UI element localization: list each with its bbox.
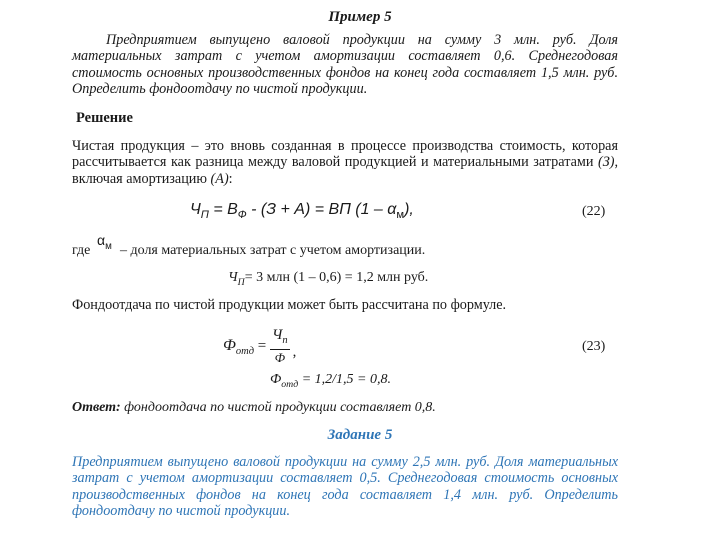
alpha-symbol: $\alpha_м$ [97, 232, 112, 252]
example-text: Предприятием выпущено валовой продукции на сумму 3 млн. руб. Доля материальных затрат с учетом амортизации составляет 0,6. Среднегодовая стоимость основных производственных фондов на конец года составляет 1,5 млн. руб. Определить фондоотдачу по чистой продукции. [72, 32, 618, 98]
where-text: – доля материальных затрат с учетом амортизации. [120, 243, 426, 258]
calc-cp: $Ч_П= 3$ млн (1 – 0,6) = 1,2 млн руб. [228, 270, 429, 288]
answer-text: фондоотдача по чистой продукции составляет 0,8. [120, 400, 436, 415]
task-title: Задание 5 [327, 427, 393, 443]
symbol-z: (З) [597, 154, 615, 171]
formula-23: $Ф_{отд}$ = $\frac{Ч_п}{Ф}$ , [223, 327, 297, 365]
solution-heading: Решение [76, 110, 133, 126]
fo-text: Фондоотдача по чистой продукции может быть рассчитана по формуле. [72, 297, 507, 313]
solution-text-part1: Чистая продукция – это вновь созданная в процессе производства стоимость, которая рассчитывается как разница между валовой продукцией и материальными затратами [72, 138, 618, 171]
formula-23-number: (23) [582, 339, 606, 354]
answer [72, 400, 436, 416]
task-text: Предприятием выпущено валовой продукции на сумму 2,5 млн. руб. Доля материальных затрат с учетом амортизации составляет 0,5. Среднегодовая стоимость основных производственных фондов на конец года составляет 1,4 млн. руб. Определить фондоотдачу по чистой продукции. [72, 454, 618, 520]
fraction-numerator: $Ч_п$ [270, 327, 290, 350]
calc-fo: $Ф_{отд} = 1,2/1,5 = 0,8$. [270, 372, 391, 390]
fraction [270, 327, 290, 366]
solution-text-part3: : [228, 170, 233, 187]
formula-22-number: (22) [582, 204, 606, 219]
solution-text [72, 138, 618, 187]
answer-label: Ответ: [72, 400, 121, 415]
example-title: Пример 5 [328, 9, 392, 25]
fraction-denominator: Ф [274, 350, 286, 365]
formula-22: $Ч_П = В_Ф - (З + А)$ = ВП $(1 - \alpha_м)$, [190, 201, 414, 222]
where-prefix: где [72, 243, 91, 258]
symbol-a: (А) [210, 170, 229, 187]
solution-text-part2: , включая амортизацию [72, 154, 618, 187]
